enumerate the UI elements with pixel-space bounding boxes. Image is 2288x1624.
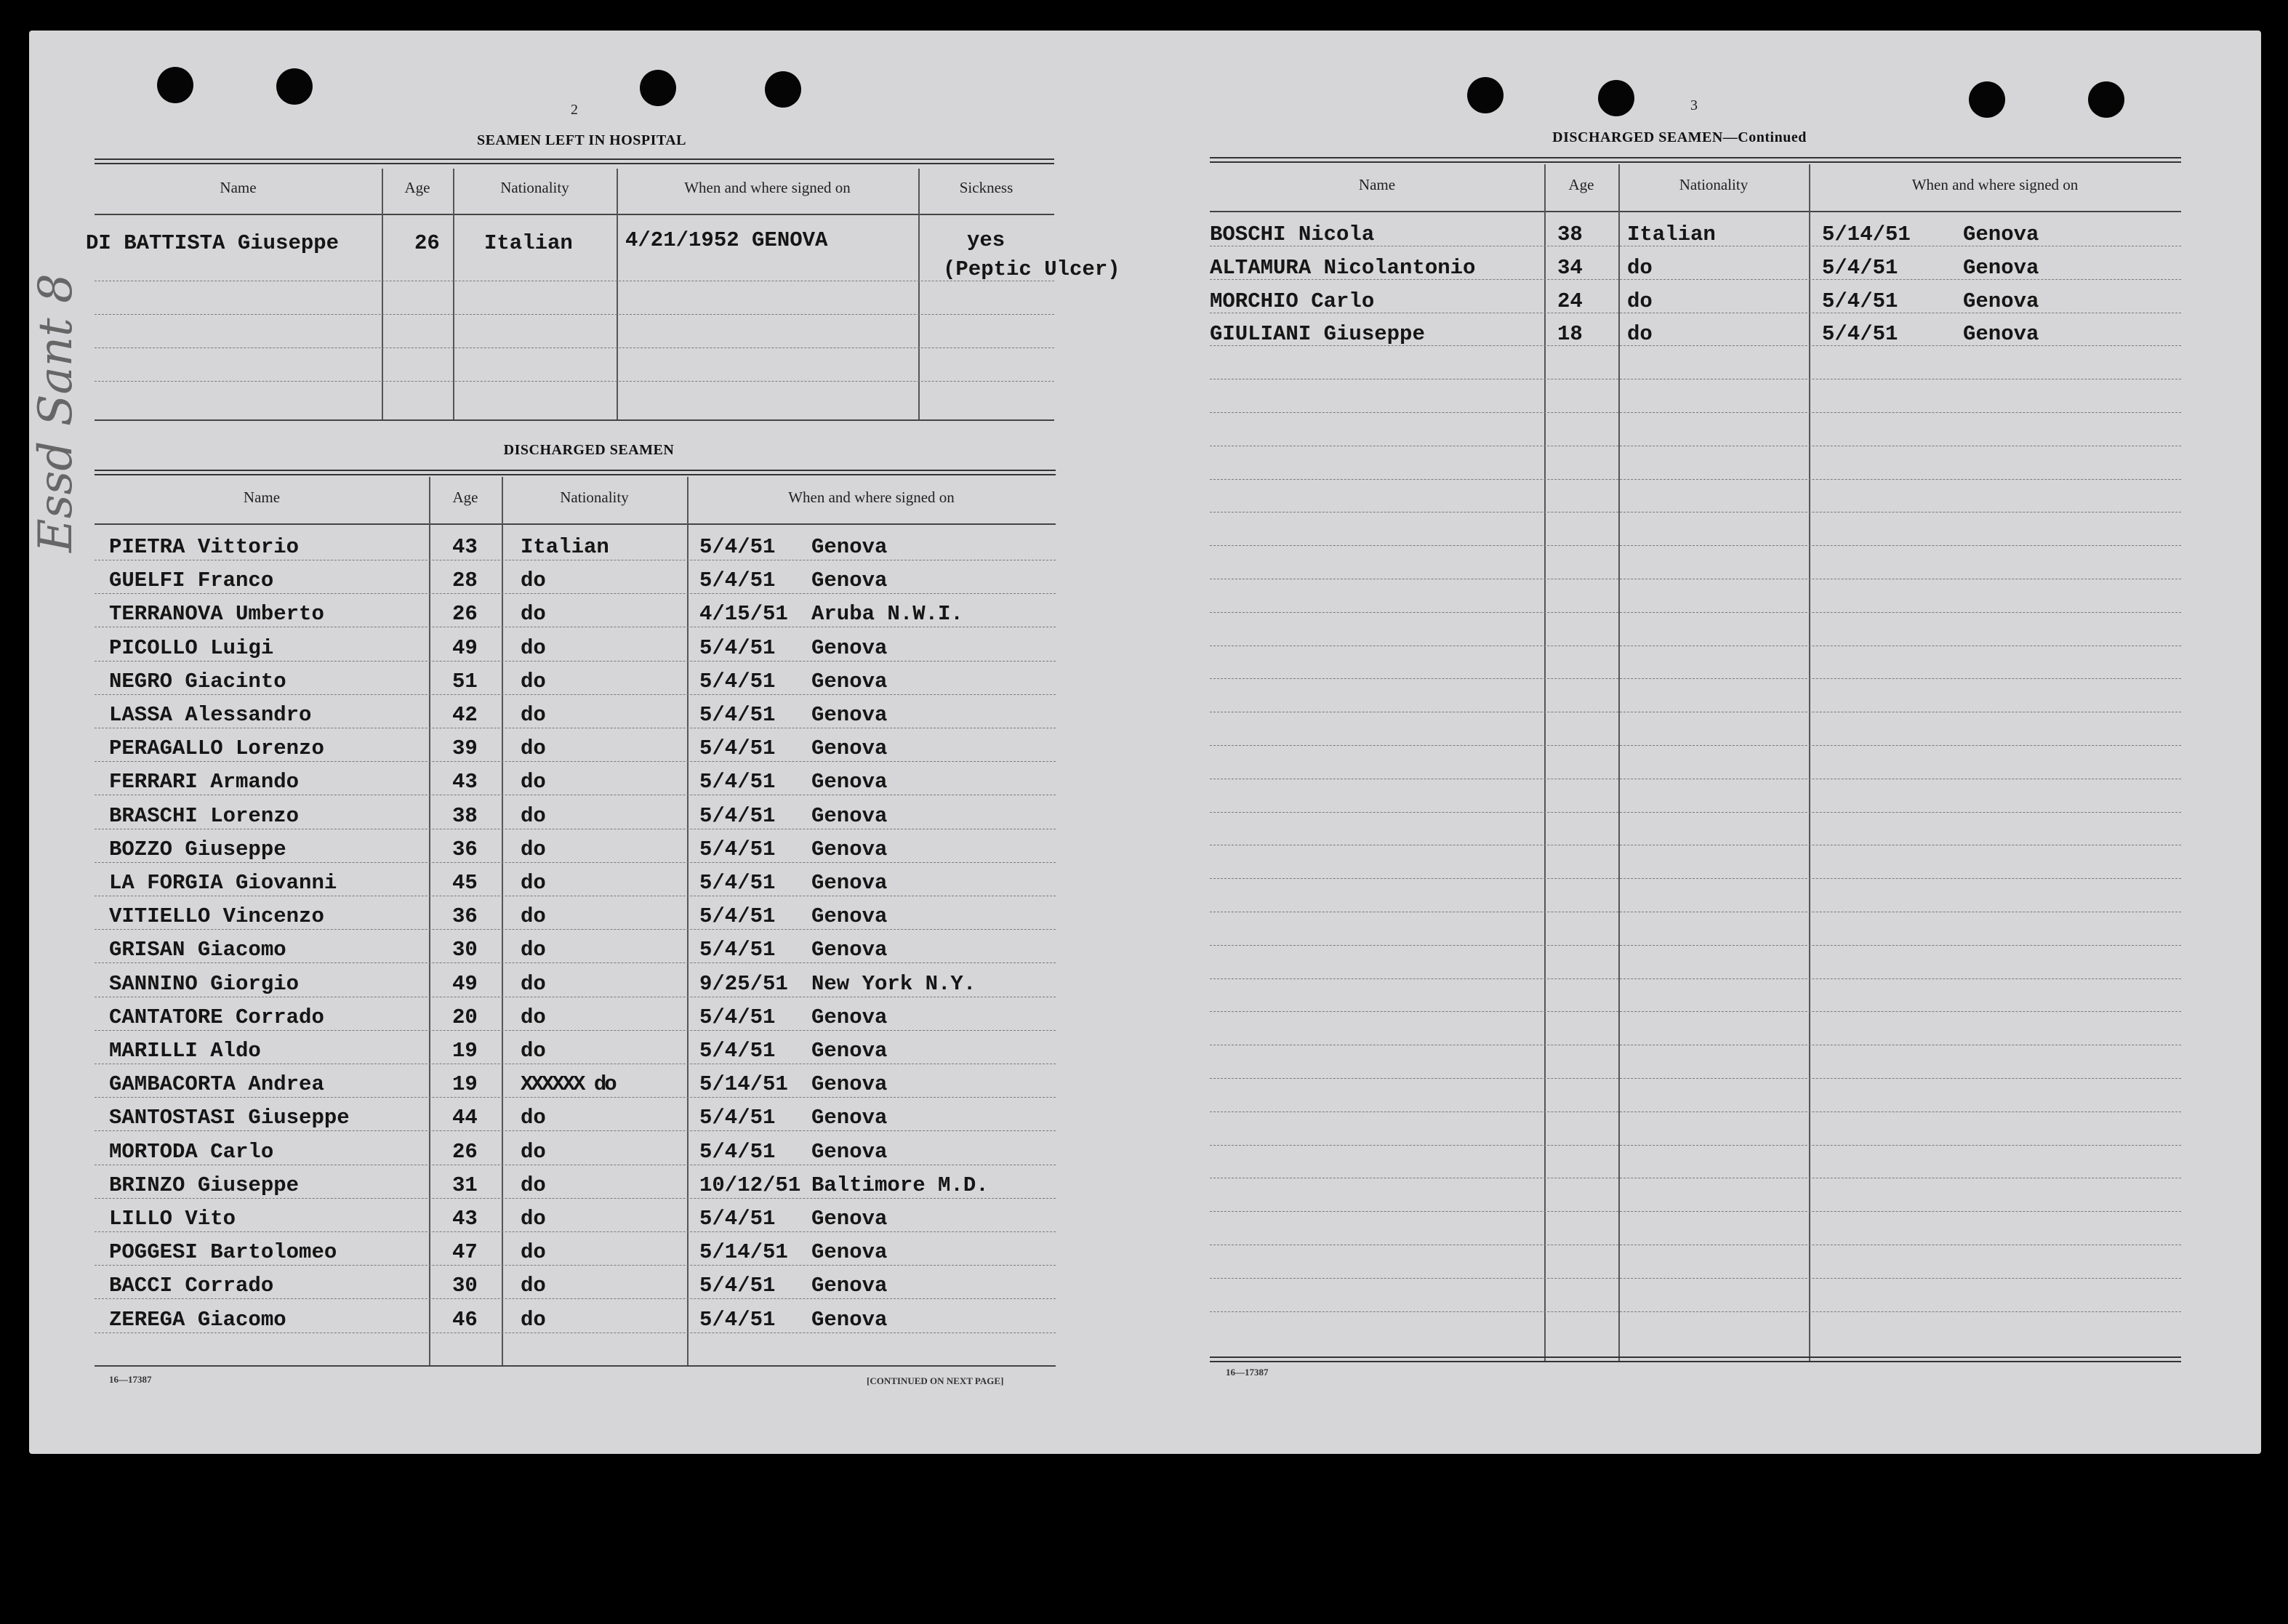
seaman-signed-place: Genova xyxy=(811,904,888,929)
form-number-right: 16—17387 xyxy=(1226,1367,1269,1378)
seaman-signed-place: Genova xyxy=(811,736,888,761)
seaman-signed-date: 5/14/51 xyxy=(1822,222,1911,246)
seaman-name: MARILLI Aldo xyxy=(109,1039,261,1063)
page-number-right: 3 xyxy=(1690,97,1698,113)
seaman-age: 39 xyxy=(452,736,478,761)
seaman-name: BACCI Corrado xyxy=(109,1274,274,1298)
row-rule xyxy=(1210,1145,2181,1146)
seaman-signed-date: 5/4/51 xyxy=(699,635,776,660)
seaman-nationality: do xyxy=(521,703,546,727)
seaman-signed-date: 5/4/51 xyxy=(699,669,776,694)
row-rule xyxy=(1210,978,2181,979)
seaman-nationality: do xyxy=(521,1274,546,1298)
seaman-signed-place: Genova xyxy=(811,1274,888,1298)
punch-hole xyxy=(276,68,313,105)
row-rule xyxy=(95,694,1056,695)
seaman-nationality: do xyxy=(521,1207,546,1231)
seaman-signed-place: Genova xyxy=(811,1240,888,1265)
seaman-signed-date: 5/4/51 xyxy=(1822,289,1898,313)
col-divider xyxy=(617,169,618,419)
seaman-signed-place: Genova xyxy=(811,803,888,828)
right-bottom-rule xyxy=(1210,1356,2181,1362)
seaman-name: TERRANOVA Umberto xyxy=(109,602,324,627)
hospital-header-signed: When and where signed on xyxy=(684,179,851,196)
seaman-age: 36 xyxy=(452,837,478,861)
seaman-nationality: Italian xyxy=(1627,222,1716,246)
seaman-signed-date: 5/4/51 xyxy=(699,803,776,828)
punch-hole xyxy=(1467,77,1504,113)
seaman-nationality: do xyxy=(521,1106,546,1130)
seaman-signed-place: Genova xyxy=(1963,222,2039,246)
seaman-signed-place: Genova xyxy=(811,938,888,962)
seaman-nationality: do xyxy=(521,871,546,895)
seaman-signed-place: Aruba N.W.I. xyxy=(811,602,963,627)
row-rule xyxy=(95,1198,1056,1199)
seaman-age: 42 xyxy=(452,703,478,727)
hospital-sickness: yes xyxy=(967,228,1005,252)
seaman-signed-date: 5/4/51 xyxy=(699,1307,776,1332)
seaman-signed-place: Genova xyxy=(811,703,888,727)
seaman-nationality: do xyxy=(521,602,546,627)
row-rule xyxy=(95,1332,1056,1333)
row-rule xyxy=(95,761,1056,762)
row-rule xyxy=(95,1097,1056,1098)
seaman-signed-place: Genova xyxy=(811,669,888,694)
row-rule xyxy=(95,661,1056,662)
seaman-age: 19 xyxy=(452,1039,478,1063)
seaman-age: 34 xyxy=(1557,255,1583,280)
row-rule xyxy=(1210,678,2181,679)
continued-section-title: DISCHARGED SEAMEN—Continued xyxy=(1552,129,1807,145)
seaman-name: SANTOSTASI Giuseppe xyxy=(109,1106,350,1130)
seaman-signed-place: Genova xyxy=(811,1139,888,1164)
seaman-signed-date: 5/14/51 xyxy=(699,1240,788,1265)
seaman-name: ALTAMURA Nicolantonio xyxy=(1210,255,1476,280)
handwritten-margin-note: Essd Sant 8 xyxy=(29,273,83,552)
seaman-nationality: do xyxy=(1627,289,1653,313)
hospital-header-sickness: Sickness xyxy=(959,179,1013,196)
discharged-section-title: DISCHARGED SEAMEN xyxy=(503,442,675,458)
discharged-header-age: Age xyxy=(452,489,478,506)
seaman-name: BOZZO Giuseppe xyxy=(109,837,286,861)
seaman-name: GAMBACORTA Andrea xyxy=(109,1072,324,1097)
seaman-nationality: do xyxy=(521,938,546,962)
seaman-signed-date: 5/4/51 xyxy=(699,1207,776,1231)
seaman-name: GRISAN Giacomo xyxy=(109,938,286,962)
col-divider xyxy=(1544,164,1546,1361)
seaman-signed-place: Genova xyxy=(811,1106,888,1130)
row-rule xyxy=(1210,1211,2181,1212)
seaman-signed-place: Baltimore M.D. xyxy=(811,1173,989,1197)
punch-hole xyxy=(2088,81,2124,118)
seaman-signed-date: 5/4/51 xyxy=(699,736,776,761)
row-rule xyxy=(1210,1011,2181,1012)
row-rule xyxy=(95,1265,1056,1266)
seaman-signed-place: New York N.Y. xyxy=(811,971,976,996)
row-rule xyxy=(95,347,1054,348)
seaman-nationality: do xyxy=(521,971,546,996)
row-rule xyxy=(1210,479,2181,480)
seaman-age: 30 xyxy=(452,938,478,962)
row-rule xyxy=(95,962,1056,963)
seaman-signed-place: Genova xyxy=(811,1072,888,1097)
row-rule xyxy=(1210,945,2181,946)
seaman-signed-place: Genova xyxy=(811,535,888,559)
discharged-header-nationality: Nationality xyxy=(560,489,629,506)
seaman-nationality: do xyxy=(521,1240,546,1265)
hospital-signed: 4/21/1952 GENOVA xyxy=(625,228,828,252)
seaman-signed-place: Genova xyxy=(811,1307,888,1332)
hospital-age: 26 xyxy=(414,231,440,255)
row-rule xyxy=(1210,878,2181,879)
seaman-signed-date: 5/4/51 xyxy=(699,703,776,727)
right-header-nationality: Nationality xyxy=(1679,176,1749,193)
col-divider xyxy=(1809,164,1810,1361)
seaman-nationality: do xyxy=(1627,255,1653,280)
seaman-signed-place: Genova xyxy=(811,837,888,861)
seaman-name: VITIELLO Vincenzo xyxy=(109,904,324,929)
seaman-nationality: do xyxy=(521,1173,546,1197)
seaman-name: CANTATORE Corrado xyxy=(109,1005,324,1029)
row-rule xyxy=(1210,545,2181,546)
seaman-nationality: do xyxy=(521,837,546,861)
seaman-signed-date: 5/14/51 xyxy=(699,1072,788,1097)
hospital-section-title: SEAMEN LEFT IN HOSPITAL xyxy=(476,132,687,148)
seaman-name: MORTODA Carlo xyxy=(109,1139,274,1164)
seaman-nationality: do xyxy=(521,803,546,828)
continued-note: [CONTINUED ON NEXT PAGE] xyxy=(867,1375,1004,1386)
seaman-signed-date: 5/4/51 xyxy=(1822,322,1898,347)
seaman-name: BRASCHI Lorenzo xyxy=(109,803,300,828)
seaman-age: 43 xyxy=(452,1207,478,1231)
seaman-name: BOSCHI Nicola xyxy=(1210,222,1375,246)
punch-hole xyxy=(157,67,193,103)
seaman-signed-date: 4/15/51 xyxy=(699,602,788,627)
seaman-signed-place: Genova xyxy=(811,568,888,593)
discharged-header-signed: When and where signed on xyxy=(788,489,955,506)
hospital-sickness-detail: (Peptic Ulcer) xyxy=(943,257,1120,281)
col-divider xyxy=(918,169,920,419)
seaman-name: PICOLLO Luigi xyxy=(109,635,274,660)
col-divider xyxy=(453,169,454,419)
seaman-age: 20 xyxy=(452,1005,478,1029)
row-rule xyxy=(1210,745,2181,746)
seaman-age: 30 xyxy=(452,1274,478,1298)
seaman-age: 49 xyxy=(452,971,478,996)
seaman-signed-date: 9/25/51 xyxy=(699,971,788,996)
punch-hole xyxy=(640,70,676,106)
seaman-signed-date: 5/4/51 xyxy=(699,938,776,962)
seaman-name: GUELFI Franco xyxy=(109,568,274,593)
seaman-signed-date: 5/4/51 xyxy=(699,904,776,929)
right-header-name: Name xyxy=(1358,176,1396,193)
seaman-nationality: XXXXXX do xyxy=(521,1072,615,1097)
seaman-signed-place: Genova xyxy=(1963,322,2039,347)
seaman-age: 36 xyxy=(452,904,478,929)
seaman-signed-place: Genova xyxy=(811,871,888,895)
col-divider xyxy=(1618,164,1620,1361)
seaman-name: NEGRO Giacinto xyxy=(109,669,286,694)
seaman-nationality: do xyxy=(521,1307,546,1332)
seaman-signed-place: Genova xyxy=(811,635,888,660)
col-divider xyxy=(382,169,383,419)
right-header-signed: When and where signed on xyxy=(1911,176,2079,193)
seaman-age: 46 xyxy=(452,1307,478,1332)
seaman-name: LILLO Vito xyxy=(109,1207,236,1231)
seaman-nationality: do xyxy=(521,568,546,593)
row-rule xyxy=(95,1298,1056,1299)
seaman-age: 19 xyxy=(452,1072,478,1097)
seaman-nationality: do xyxy=(521,1039,546,1063)
discharged-bottom-rule xyxy=(95,1365,1056,1367)
seaman-nationality: do xyxy=(1627,322,1653,347)
seaman-name: GIULIANI Giuseppe xyxy=(1210,322,1425,347)
seaman-signed-place: Genova xyxy=(1963,255,2039,280)
row-rule xyxy=(95,381,1054,382)
row-rule xyxy=(95,1030,1056,1031)
seaman-age: 44 xyxy=(452,1106,478,1130)
seaman-age: 24 xyxy=(1557,289,1583,313)
page-number-left: 2 xyxy=(571,102,578,118)
right-header-rule xyxy=(1210,211,2181,212)
seaman-signed-date: 5/4/51 xyxy=(699,770,776,795)
seaman-name: ZEREGA Giacomo xyxy=(109,1307,286,1332)
right-top-rule xyxy=(1210,157,2181,163)
seaman-signed-date: 5/4/51 xyxy=(699,1039,776,1063)
seaman-age: 28 xyxy=(452,568,478,593)
row-rule xyxy=(1210,812,2181,813)
seaman-signed-date: 10/12/51 xyxy=(699,1173,801,1197)
seaman-name: MORCHIO Carlo xyxy=(1210,289,1375,313)
seaman-name: FERRARI Armando xyxy=(109,770,300,795)
seaman-name: BRINZO Giuseppe xyxy=(109,1173,300,1197)
seaman-name: SANNINO Giorgio xyxy=(109,971,300,996)
hospital-header-nationality: Nationality xyxy=(500,179,569,196)
seaman-signed-date: 5/4/51 xyxy=(699,568,776,593)
seaman-nationality: do xyxy=(521,1139,546,1164)
seaman-signed-date: 5/4/51 xyxy=(699,1274,776,1298)
seaman-age: 38 xyxy=(452,803,478,828)
seaman-age: 38 xyxy=(1557,222,1583,246)
row-rule xyxy=(95,1130,1056,1131)
hospital-nationality: Italian xyxy=(484,231,573,255)
seaman-age: 45 xyxy=(452,871,478,895)
seaman-signed-place: Genova xyxy=(811,1005,888,1029)
seaman-nationality: do xyxy=(521,1005,546,1029)
seaman-age: 43 xyxy=(452,770,478,795)
seaman-age: 26 xyxy=(452,1139,478,1164)
hospital-bottom-rule xyxy=(95,419,1054,421)
seaman-nationality: do xyxy=(521,736,546,761)
seaman-signed-place: Genova xyxy=(811,770,888,795)
seaman-age: 43 xyxy=(452,535,478,559)
right-header-age: Age xyxy=(1568,176,1594,193)
row-rule xyxy=(1210,1078,2181,1079)
seaman-signed-date: 5/4/51 xyxy=(699,1106,776,1130)
discharged-header-name: Name xyxy=(243,489,281,506)
hospital-header-name: Name xyxy=(220,179,257,196)
seaman-signed-date: 5/4/51 xyxy=(699,1005,776,1029)
seaman-age: 51 xyxy=(452,669,478,694)
seaman-signed-date: 5/4/51 xyxy=(699,535,776,559)
discharged-top-rule xyxy=(95,470,1056,475)
seaman-age: 47 xyxy=(452,1240,478,1265)
seaman-age: 31 xyxy=(452,1173,478,1197)
seaman-age: 26 xyxy=(452,602,478,627)
form-number-left: 16—17387 xyxy=(109,1374,152,1385)
seaman-name: LASSA Alessandro xyxy=(109,703,312,727)
seaman-nationality: do xyxy=(521,770,546,795)
row-rule xyxy=(95,1231,1056,1232)
seaman-signed-place: Genova xyxy=(811,1207,888,1231)
row-rule xyxy=(1210,612,2181,613)
row-rule xyxy=(1210,1311,2181,1312)
punch-hole xyxy=(1598,80,1634,116)
seaman-age: 49 xyxy=(452,635,478,660)
row-rule xyxy=(95,862,1056,863)
seaman-nationality: do xyxy=(521,904,546,929)
hospital-top-rule xyxy=(95,158,1054,164)
seaman-signed-date: 5/4/51 xyxy=(699,837,776,861)
hospital-name: DI BATTISTA Giuseppe xyxy=(86,231,340,255)
discharged-header-rule xyxy=(95,523,1056,525)
seaman-signed-place: Genova xyxy=(1963,289,2039,313)
hospital-header-rule xyxy=(95,214,1054,215)
seaman-name: POGGESI Bartolomeo xyxy=(109,1240,337,1265)
row-rule xyxy=(95,593,1056,594)
row-rule xyxy=(1210,412,2181,413)
punch-hole xyxy=(1969,81,2005,118)
hospital-header-age: Age xyxy=(404,179,430,196)
seaman-nationality: do xyxy=(521,669,546,694)
seaman-name: PIETRA Vittorio xyxy=(109,535,300,559)
document-sheet xyxy=(29,31,2261,1454)
row-rule xyxy=(1210,1278,2181,1279)
seaman-nationality: do xyxy=(521,635,546,660)
punch-hole xyxy=(765,71,801,108)
seaman-signed-date: 5/4/51 xyxy=(699,1139,776,1164)
seaman-signed-date: 5/4/51 xyxy=(1822,255,1898,280)
seaman-name: PERAGALLO Lorenzo xyxy=(109,736,324,761)
seaman-age: 18 xyxy=(1557,322,1583,347)
seaman-signed-date: 5/4/51 xyxy=(699,871,776,895)
seaman-signed-place: Genova xyxy=(811,1039,888,1063)
row-rule xyxy=(95,314,1054,315)
seaman-nationality: Italian xyxy=(521,535,609,559)
row-rule xyxy=(95,929,1056,930)
seaman-name: LA FORGIA Giovanni xyxy=(109,871,337,895)
